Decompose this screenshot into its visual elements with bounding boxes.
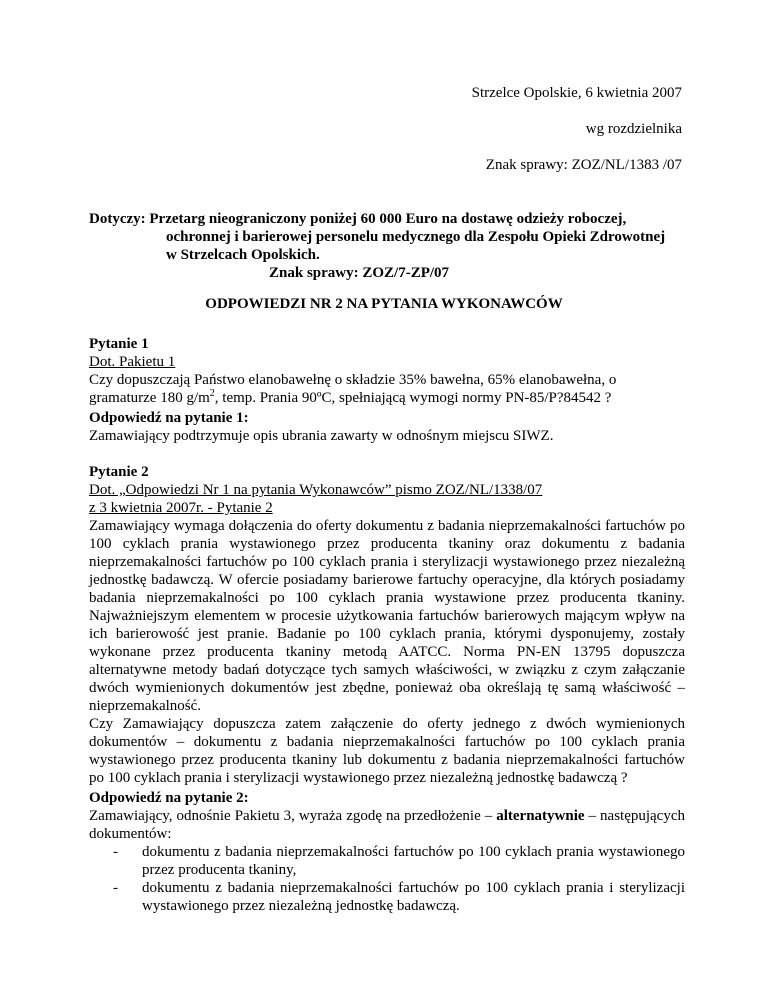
question-1-reference: Dot. Pakietu 1 xyxy=(89,354,176,370)
subject-line-3: w Strzelcach Opolskich. xyxy=(166,247,320,263)
case-reference: Znak sprawy: ZOZ/NL/1383 /07 xyxy=(485,157,682,173)
list-item: - dokumentu z badania nieprzemakalności fartuchów po 100 cyklach prania i sterylizacji wystawionego przez niezależną jednostkę badawczą. xyxy=(113,880,685,914)
answer-1-heading: Odpowiedź na pytanie 1: xyxy=(89,410,249,426)
list-item: - dokumentu z badania nieprzemakalności fartuchów po 100 cyklach prania wystawionego przez producenta tkaniny, xyxy=(113,844,685,878)
document-title: ODPOWIEDZI NR 2 NA PYTANIA WYKONAWCÓW xyxy=(205,296,563,312)
question-2 xyxy=(89,463,685,787)
answer-1 xyxy=(89,409,685,445)
subject-block xyxy=(89,210,685,282)
question-2-paragraph-2: Czy Zamawiający dopuszcza zatem załączenie do oferty jednego z dwóch wymienionych dokumentów – dokumentu z badania nieprzemakalności fartuchów po 100 cyklach prania wystawionego przez producenta tkaniny lub dokumentu z badania nieprzemakalności fartuchów po 100 cyklach prania i sterylizacji wystawionego przez niezależną jednostkę badawczą ? xyxy=(89,716,685,786)
answer-2-heading: Odpowiedź na pytanie 2: xyxy=(89,790,249,806)
question-1-text-line-2: gramaturze 180 $g/m^2$, temp. Prania 90ºC, spełniającą wymogi normy PN-85/P?84542 ? xyxy=(89,388,612,406)
answer-2 xyxy=(89,789,685,915)
answer-2-intro: Zamawiający, odnośnie Pakietu 3, wyraża zgodę na przedłożenie – alternatywnie – następujących dokumentów: xyxy=(89,808,685,842)
question-1-text-line-1: Czy dopuszczają Państwo elanobawełnę o składzie 35% bawełna, 65% elanobawełna, o xyxy=(89,372,617,388)
subject-line-1: Dotyczy: Przetarg nieograniczony poniżej 60 000 Euro na dostawę odzieży roboczej, xyxy=(89,211,627,227)
question-1 xyxy=(89,335,685,407)
answer-1-text: Zamawiający podtrzymuje opis ubrania zawarty w odnośnym miejscu SIWZ. xyxy=(89,428,554,444)
question-2-reference-line-2: z 3 kwietnia 2007r. - Pytanie 2 xyxy=(89,500,273,516)
question-2-heading: Pytanie 2 xyxy=(89,464,149,480)
place-date: Strzelce Opolskie, 6 kwietnia 2007 xyxy=(471,85,682,101)
answer-2-document-list xyxy=(89,843,685,915)
question-1-heading: Pytanie 1 xyxy=(89,336,149,352)
recipient: wg rozdzielnika xyxy=(585,121,682,137)
subject-line-2: ochronnej i barierowej personelu medycznego dla Zespołu Opieki Zdrowotnej xyxy=(166,229,666,245)
subject-case-number: Znak sprawy: ZOZ/7-ZP/07 xyxy=(269,265,450,281)
question-2-reference-line-1: Dot. „Odpowiedzi Nr 1 na pytania Wykonawców” pismo ZOZ/NL/1338/07 xyxy=(89,482,543,498)
question-2-paragraph-1: Zamawiający wymaga dołączenia do oferty dokumentu z badania nieprzemakalności fartuchów po 100 cyklach prania wystawionego przez producenta tkaniny oraz dokumentu z badania nieprzemakalności fartuchów po 100 cyklach prania i sterylizacji wystawionego przez niezależną jednostkę badawczą. W ofercie posiadamy barierowe fartuchy operacyjne, dla których posiadamy badania nieprzemakalności po 100 cyklach prania wystawione przez producenta tkaniny. Najważniejszym elementem w procesie użytkowania fartuchów barierowych mającym wpływ na ich barierowość jest pranie. Badanie po 100 cyklach prania, którymi dysponujemy, zostały wykonane przez producenta tkaniny metodą AATCC. Norma PN-EN 13795 dopuszcza alternatywne metody badań dotyczące tych samych właściwości, w związku z czym załączanie dwóch wymienionych dokumentów jest zbędne, ponieważ oba określają tę samą właściwość – nieprzemakalność. xyxy=(89,518,685,714)
